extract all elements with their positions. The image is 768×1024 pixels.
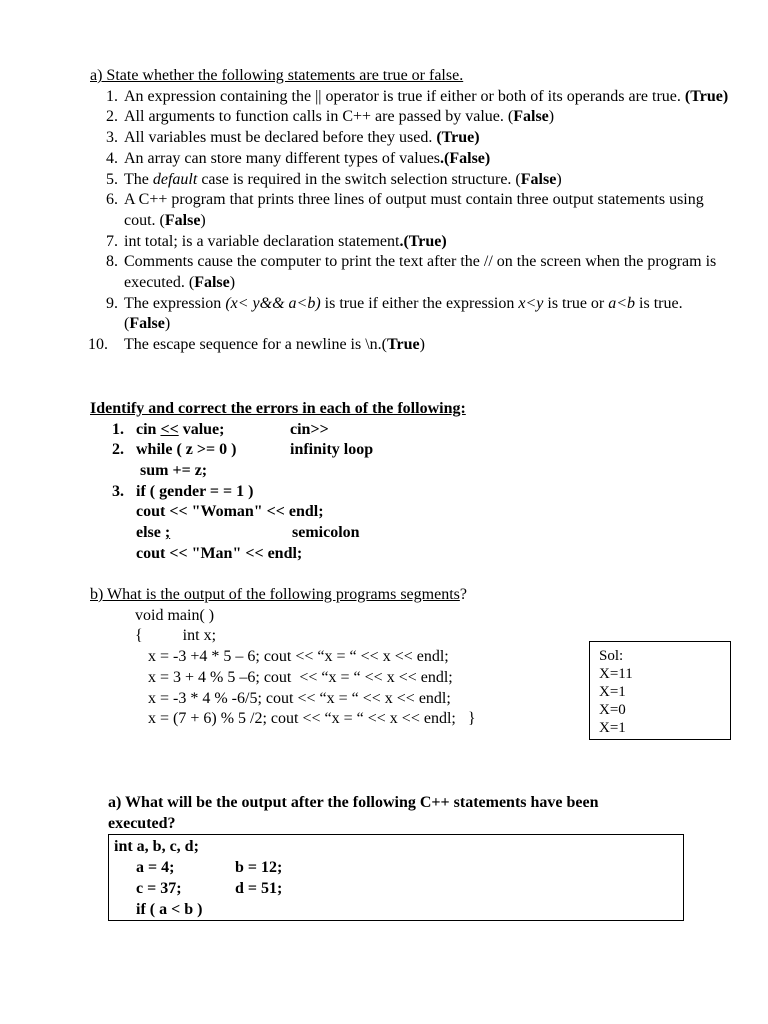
true-false-item bbox=[90, 149, 730, 170]
item-number: 10. bbox=[88, 336, 108, 354]
code-line: x = -3 +4 * 5 – 6; cout << “x = “ << x << endl; bbox=[148, 648, 449, 666]
item-text: True bbox=[387, 336, 420, 354]
item-text: a<b bbox=[608, 294, 636, 312]
item-number: 6. bbox=[106, 191, 118, 209]
item-text: The escape sequence for a newline is \n.( bbox=[124, 336, 387, 354]
code-line: if ( a < b ) bbox=[136, 901, 203, 918]
error-question-number: 2. bbox=[112, 441, 124, 459]
solution-value: X=0 bbox=[599, 702, 626, 718]
item-text: (True) bbox=[684, 87, 729, 105]
true-false-item bbox=[90, 294, 730, 335]
item-text: int total; is a variable declaration statement bbox=[124, 232, 400, 250]
item-text: ) bbox=[229, 274, 236, 292]
item-text: ) bbox=[556, 170, 562, 188]
code-line: c = 37; bbox=[136, 880, 182, 897]
item-text: A C++ program that prints three lines of output must contain three output statements using cout. ( bbox=[124, 191, 704, 229]
error-correction: infinity loop bbox=[290, 441, 374, 459]
error-code-continuation bbox=[90, 544, 690, 565]
solution-value: X=1 bbox=[599, 684, 626, 700]
code-line: void main( ) bbox=[135, 606, 215, 624]
code-line: x = 3 + 4 % 5 –6; cout << “x = “ << x << endl; bbox=[148, 668, 453, 686]
item-text: The expression bbox=[124, 294, 226, 312]
errors-section bbox=[90, 399, 690, 565]
error-question-3 bbox=[90, 482, 690, 503]
item-text: .(True) bbox=[399, 232, 447, 250]
solution-box bbox=[589, 641, 731, 740]
solution-value: X=11 bbox=[599, 666, 633, 682]
true-false-item bbox=[90, 170, 730, 191]
item-text: (x< y&& a<b) bbox=[225, 294, 321, 312]
item-number: 9. bbox=[106, 294, 118, 312]
error-code: while ( z >= 0 ) bbox=[136, 441, 237, 459]
item-number: 8. bbox=[106, 253, 118, 271]
error-code: else ; bbox=[136, 524, 171, 542]
item-text: All variables must be declared before they used. bbox=[124, 129, 437, 147]
code-line: x = (7 + 6) % 5 /2; cout << “x = “ << x << endl; } bbox=[148, 710, 476, 728]
error-correction: cin>> bbox=[290, 420, 329, 438]
item-text: ) bbox=[548, 108, 555, 126]
item-text: x<y bbox=[518, 294, 544, 312]
item-text: is true or bbox=[543, 294, 609, 312]
code-line: x = -3 * 4 % -6/5; cout << “x = “ << x << endl; bbox=[148, 689, 451, 707]
error-code: sum += z; bbox=[140, 462, 208, 480]
item-text: default bbox=[152, 170, 198, 188]
program-output-heading: b) What is the output of the following programs segments? bbox=[90, 586, 467, 603]
solution-value: X=1 bbox=[599, 720, 626, 736]
item-text: False bbox=[164, 211, 201, 229]
item-text: False bbox=[129, 315, 165, 333]
item-text: is true. ( bbox=[124, 294, 683, 333]
code-line: b = 12; bbox=[235, 859, 283, 876]
item-text: .(False) bbox=[440, 149, 491, 167]
true-false-item bbox=[90, 252, 730, 293]
errors-heading: Identify and correct the errors in each of the following: bbox=[90, 400, 466, 417]
error-correction: semicolon bbox=[292, 524, 360, 542]
error-code: cin << value; bbox=[136, 420, 225, 438]
true-false-item bbox=[90, 335, 730, 356]
true-false-item bbox=[90, 107, 730, 128]
item-number: 2. bbox=[106, 108, 118, 126]
item-text: The bbox=[124, 170, 153, 188]
item-text: is true if either the expression bbox=[320, 294, 519, 312]
true-false-item bbox=[90, 190, 730, 231]
item-text: case is required in the switch selection structure. ( bbox=[197, 170, 521, 188]
statements-output-section bbox=[86, 793, 706, 834]
code-line: d = 51; bbox=[235, 880, 283, 897]
item-text: ) bbox=[419, 336, 425, 354]
item-number: 4. bbox=[106, 149, 118, 167]
item-text: False bbox=[520, 170, 557, 188]
true-false-section bbox=[90, 66, 730, 356]
error-question-number: 1. bbox=[112, 420, 124, 438]
error-code-continuation bbox=[90, 502, 690, 523]
code-line: int a, b, c, d; bbox=[114, 838, 199, 855]
item-text: False bbox=[513, 108, 549, 126]
error-question-1 bbox=[90, 420, 690, 441]
statements-output-question: a) What will be the output after the following C++ statements have been executed? bbox=[108, 794, 599, 832]
error-code-continuation bbox=[90, 461, 690, 482]
true-false-list bbox=[90, 87, 730, 356]
item-number: 7. bbox=[106, 232, 118, 250]
item-number: 5. bbox=[106, 170, 118, 188]
true-false-item bbox=[90, 232, 730, 253]
true-false-item bbox=[90, 128, 730, 149]
item-text: All arguments to function calls in C++ are passed by value. ( bbox=[124, 108, 514, 126]
error-code: if ( gender = = 1 ) bbox=[136, 482, 254, 500]
error-code: cout << "Man" << endl; bbox=[136, 544, 303, 562]
true-false-item bbox=[90, 87, 730, 108]
error-question-number: 3. bbox=[112, 482, 124, 500]
item-text: An array can store many different types of values bbox=[124, 149, 441, 167]
error-code-continuation bbox=[90, 523, 690, 544]
item-text: Comments cause the computer to print the text after the // on the screen when the program is executed. ( bbox=[124, 253, 717, 292]
item-number: 1. bbox=[106, 87, 118, 105]
error-code: cout << "Woman" << endl; bbox=[136, 503, 324, 521]
item-text: ) bbox=[164, 315, 171, 333]
solution-label: Sol: bbox=[599, 648, 624, 664]
item-text: (True) bbox=[436, 129, 480, 147]
true-false-heading: a) State whether the following statements are true or false. bbox=[90, 67, 464, 84]
item-text: An expression containing the || operator is true if either or both of its operands are true. bbox=[124, 87, 685, 105]
item-text: ) bbox=[200, 211, 206, 229]
item-text: False bbox=[194, 274, 230, 292]
item-number: 3. bbox=[106, 129, 118, 147]
code-line: a = 4; bbox=[136, 859, 175, 876]
code-line: { int x; bbox=[135, 627, 217, 645]
code-box bbox=[108, 834, 684, 921]
error-question-2 bbox=[90, 440, 690, 461]
